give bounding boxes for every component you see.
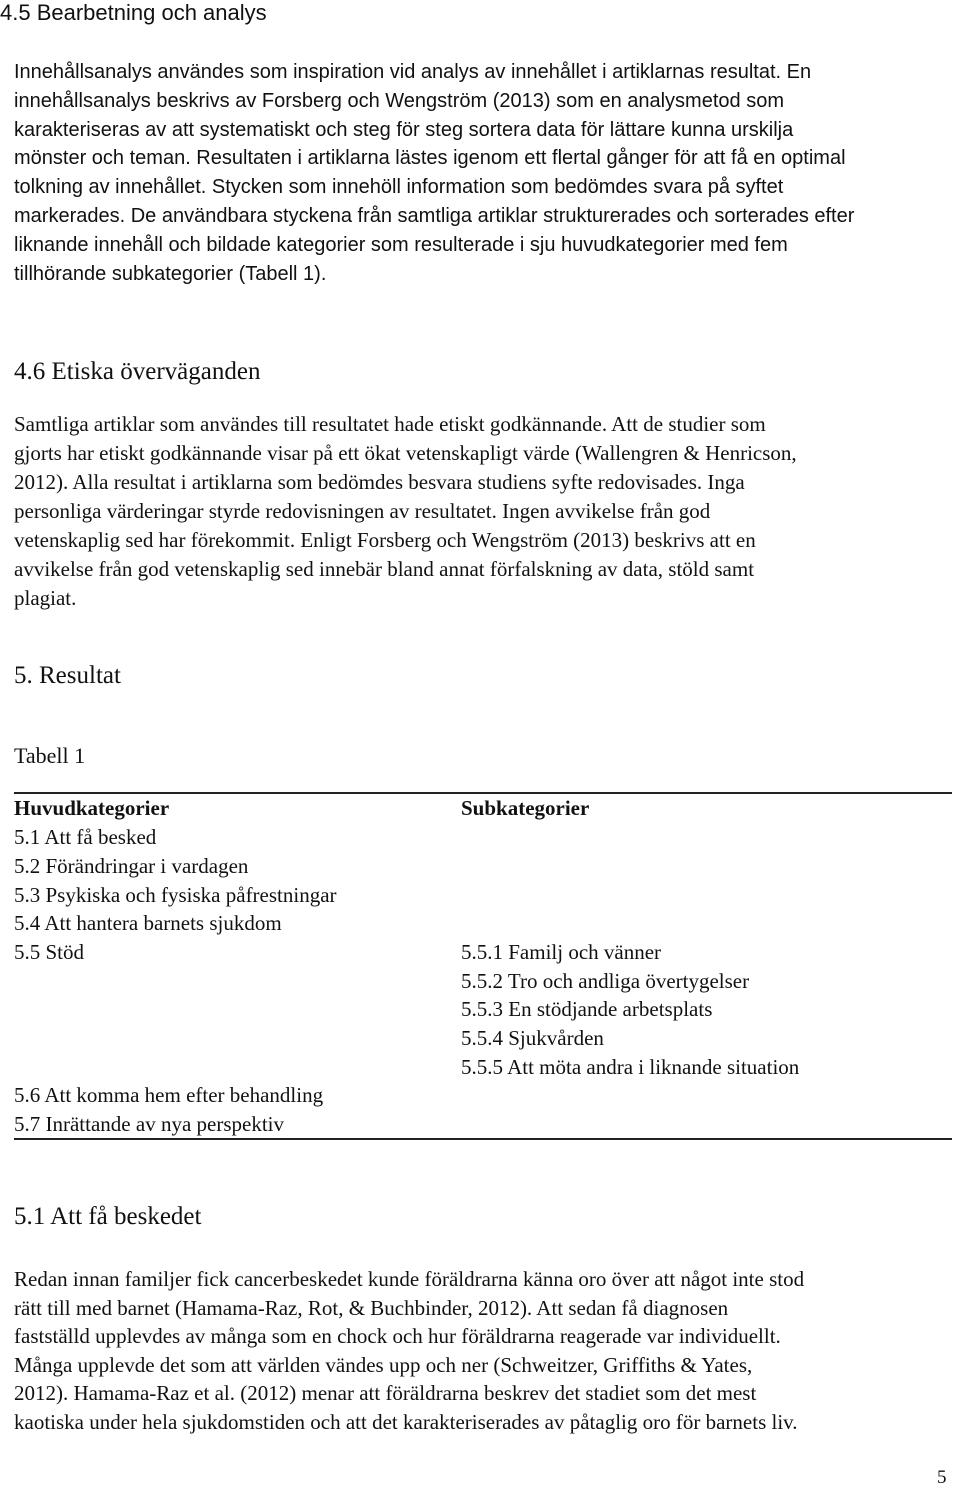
text-line: personliga värderingar styrde redovisningen av resultatet. Ingen avvikelse från god xyxy=(14,499,711,523)
section-heading-4-6: 4.6 Etiska överväganden xyxy=(14,358,261,385)
table-cell-sub: 5.5.4 Sjukvården xyxy=(461,1026,604,1050)
table-cell-main: 5.5 Stöd xyxy=(14,940,85,964)
paragraph-4-5 xyxy=(14,58,854,288)
text-line: Innehållsanalys användes som inspiration vid analys av innehållet i artiklarnas resultat. En xyxy=(14,61,812,83)
text-line: tillhörande subkategorier (Tabell 1). xyxy=(14,262,327,285)
text-line: kaotiska under hela sjukdomstiden och att det karakteriserades av påtaglig oro för barnets liv. xyxy=(14,1409,798,1434)
table-cell-main: 5.7 Inrättande av nya perspektiv xyxy=(14,1112,284,1136)
text-line: karakteriseras av att systematiskt och steg för steg sortera data för lättare kunna urskilja xyxy=(14,118,794,141)
text-line: gjorts har etiskt godkännande visar på ett ökat vetenskapligt värde (Wallengren & Henricson, xyxy=(14,441,797,465)
table-bottom-rule xyxy=(14,1138,952,1140)
text-line: avvikelse från god vetenskaplig sed innebär bland annat förfalskning av data, stöld samt xyxy=(14,557,755,581)
section-heading-5-1: 5.1 Att få beskedet xyxy=(14,1203,202,1230)
text-line: Samtliga artiklar som användes till resultatet hade etiskt godkännande. Att de studier som xyxy=(14,412,766,436)
table-cell-sub: 5.5.3 En stödjande arbetsplats xyxy=(461,997,713,1021)
table-cell-main: 5.2 Förändringar i vardagen xyxy=(14,854,249,878)
text-line: vetenskaplig sed har förekommit. Enligt Forsberg och Wengström (2013) beskrivs att en xyxy=(14,528,756,552)
text-line: liknande innehåll och bildade kategorier som resulterade i sju huvudkategorier med fem xyxy=(14,233,788,256)
table-top-rule xyxy=(14,792,952,794)
table-cell-main: 5.1 Att få besked xyxy=(14,825,157,849)
text-line: innehållsanalys beskrivs av Forsberg och Wengström (2013) som en analysmetod som xyxy=(14,89,784,112)
text-line: Många upplevde det som att världen vändes upp och ner (Schweitzer, Griffiths & Yates, xyxy=(14,1352,753,1377)
table-cell-main: 5.6 Att komma hem efter behandling xyxy=(14,1083,324,1107)
text-line: plagiat. xyxy=(14,586,77,610)
text-line: tolkning av innehållet. Stycken som innehöll information som bedömdes svara på syftet xyxy=(14,176,784,199)
text-line: Redan innan familjer fick cancerbeskedet kunde föräldrarna känna oro över att något inte stod xyxy=(14,1267,805,1291)
section-heading-5: 5. Resultat xyxy=(14,662,121,689)
table-cell-main: 5.3 Psykiska och fysiska påfrestningar xyxy=(14,883,337,907)
page-number: 5 xyxy=(937,1467,947,1488)
text-line: 2012). Hamama-Raz et al. (2012) menar att föräldrarna beskrev det stadiet som det mest xyxy=(14,1381,757,1406)
text-line: 2012). Alla resultat i artiklarna som bedömdes besvara studiens syfte redovisades. Inga xyxy=(14,470,745,494)
table-cell-main: 5.4 Att hantera barnets sjukdom xyxy=(14,911,282,935)
table-header-subcategories: Subkategorier xyxy=(461,796,590,820)
table-caption: Tabell 1 xyxy=(14,743,86,768)
table-cell-sub: 5.5.5 Att möta andra i liknande situation xyxy=(461,1055,800,1079)
table-header-main-categories: Huvudkategorier xyxy=(14,796,170,820)
paragraph-5-1 xyxy=(14,1265,804,1437)
table-cell-sub: 5.5.1 Familj och vänner xyxy=(461,940,662,964)
text-line: rätt till med barnet (Hamama-Raz, Rot, & Buchbinder, 2012). Att sedan få diagnosen xyxy=(14,1295,729,1320)
table-cell-sub: 5.5.2 Tro och andliga övertygelser xyxy=(461,969,750,993)
text-line: mönster och teman. Resultaten i artiklarna lästes igenom ett flertal gånger för att få en optimal xyxy=(14,147,846,170)
section-heading-4-5: 4.5 Bearbetning och analys xyxy=(0,0,267,25)
text-line: markerades. De användbara styckena från samtliga artiklar strukturerades och sorterades efter xyxy=(14,204,855,227)
text-line: fastställd upplevdes av många som en chock och hur föräldrarna reagerade var individuellt. xyxy=(14,1324,781,1349)
paragraph-4-6 xyxy=(14,410,797,613)
